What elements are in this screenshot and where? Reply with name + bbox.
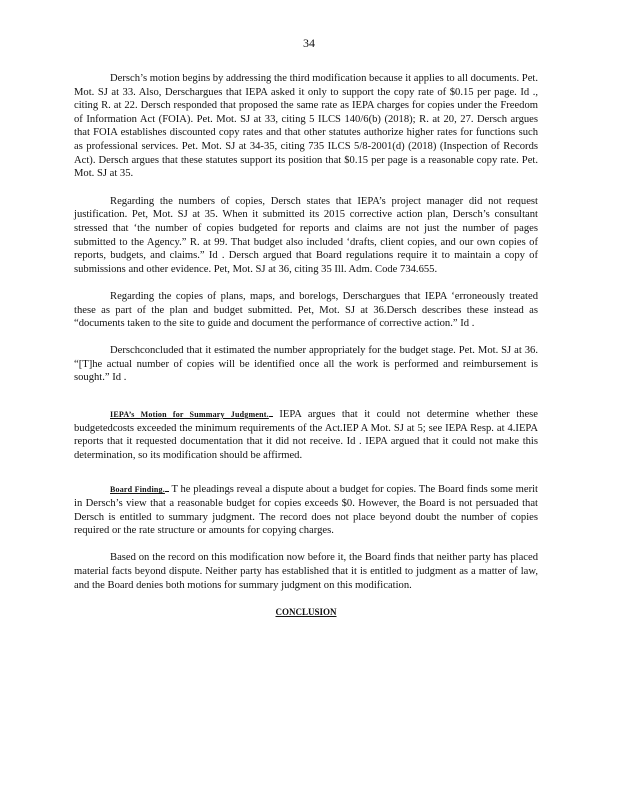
paragraph-iepa-motion [74,407,538,462]
paragraph-final-decision: Based on the record on this modification now before it, the Board finds that neither party has placed material facts beyond dispute. Neither party has established that it is entitled to judgment as a matter of law, and the Board denies both motions for summary judgment on this modification. [74,552,538,591]
iepa-motion-heading: IEPA’s Motion for Summary Judgment. [110,410,269,420]
paragraph-number-of-copies: Regarding the numbers of copies, Dersch states that IEPA’s project manager did not request justification. Pet, Mot. SJ at 35. When it submitted its 2015 corrective action plan, Dersch’s consultant stressed that ‘the number of copies budgeted for reports and claims are not just the number of pages submitted to the Agency.” R. at 99. That budget also included ‘drafts, client copies, and our own copies of reports, budgets, and claims.” Id . Dersch argued that Board regulations require it to maintain a copy of submissions and other evidence. Pet, Mot. SJ at 36, citing 35 Ill. Adm. Code 734.655. [74,195,538,275]
paragraph-board-finding [74,482,538,537]
page-number: 34 [303,36,315,50]
heading-underline [165,482,169,492]
paragraph-copy-rate: Dersch’s motion begins by addressing the third modification because it applies to all documents. Pet. Mot. SJ at 33. Also, Derschargues that IEPA asked it only to support the copy rate of $0.15 per page. Id ., citing R. at 22. Dersch responded that proposed the same rate as IEPA charges for copies under the Freedom of Information Act (FOIA). Pet. Mot. SJ at 33, citing 5 ILCS 140/6(b) (2018); R. at 20, 27. Dersch argues that FOIA establishes discounted copy rates and that other statutes authorize higher rates for functions such as professional services. Pet. Mot. SJ at 34-35, citing 735 ILCS 5/8-2001(d) (2018) (Inspection of Records Act). Dersch argues that these statutes support its position that $0.15 per page is a reasonable copy rate. Pet. Mot. SJ at 35. [74,73,538,180]
document-body [74,72,538,619]
board-finding-text: T he pleadings reveal a dispute about a budget for copies. The Board finds some merit in Dersch’s view that a reasonable budget for copies exceeds $0. However, the Board is not persuaded that Dersch is entitled to summary judgment. The record does not place beyond doubt the number of copies required or the rate structure or amounts for copying charges. [74,484,538,537]
board-finding-heading: Board Finding. [110,485,165,495]
conclusion-heading: CONCLUSION [275,606,337,617]
paragraph-dersch-conclusion: Derschconcluded that it estimated the number appropriately for the budget stage. Pet. Mot. SJ at 36. “[T]he actual number of copies will be identified once all the work is performed and reimbursement is sought.” Id . [74,345,538,384]
heading-underline [269,407,273,417]
paragraph-plans-maps-borelogs: Regarding the copies of plans, maps, and borelogs, Derschargues that IEPA ‘erroneously treated these as part of the plan and budget submitted. Pet, Mot. SJ at 36.Dersch describes these instead as “documents taken to the site to guide and document the performance of corrective action.” Id . [74,290,538,330]
iepa-motion-text: IEPA argues that it could not determine whether these budgetedcosts exceeded the minimum requirements of the Act.IEP A Mot. SJ at 5; see IEPA Resp. at 4.IEPA reports that it requested documentation that it did not receive. Id . IEPA argued that it could not make this determination, so its modification should be affirmed. [74,409,538,461]
